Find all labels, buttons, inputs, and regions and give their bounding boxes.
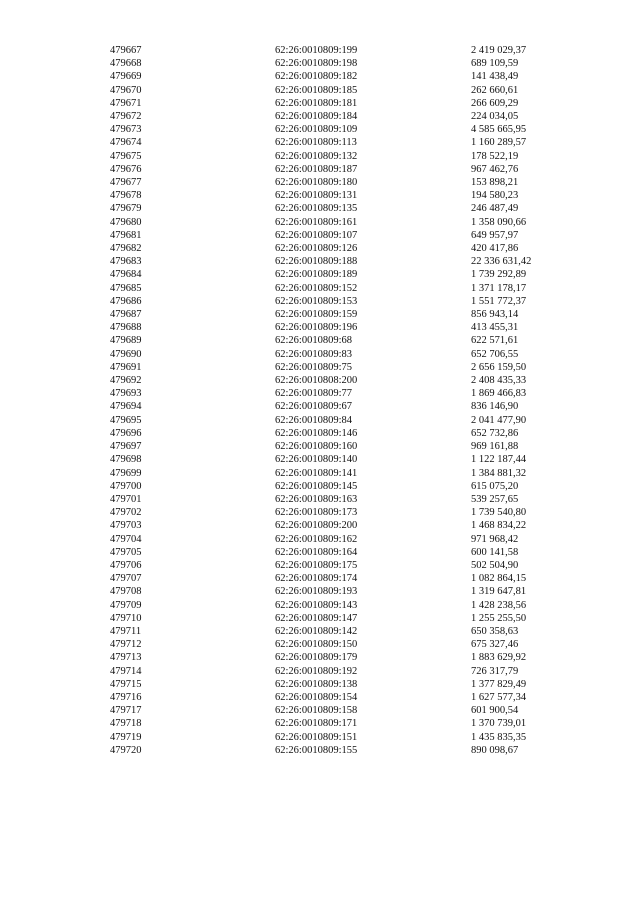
table-row [110,625,591,638]
row-number-cell: 479720 [110,744,142,756]
cadastral-value-cell: 413 455,31 [471,322,519,334]
row-number-cell: 479684 [110,269,142,281]
cadastral-number-cell: 62:26:0010809:151 [275,731,358,743]
table-row [110,110,591,123]
table-row [110,202,591,215]
cadastral-number-cell: 62:26:0010809:161 [275,216,358,228]
cadastral-number-cell: 62:26:0010808:200 [275,375,358,387]
row-number-cell: 479692 [110,375,142,387]
cadastral-number-cell: 62:26:0010809:196 [275,322,358,334]
table-row [110,691,591,704]
cadastral-number-cell: 62:26:0010809:141 [275,467,358,479]
table-row [110,440,591,453]
table-row [110,546,591,559]
cadastral-value-cell: 1 377 829,49 [471,678,527,690]
row-number-cell: 479672 [110,111,142,123]
table-row [110,295,591,308]
row-number-cell: 479705 [110,546,142,558]
cadastral-value-cell: 1 435 835,35 [471,731,527,743]
cadastral-number-cell: 62:26:0010809:171 [275,718,358,730]
cadastral-value-cell: 502 504,90 [471,559,519,571]
table-row [110,321,591,334]
cadastral-number-cell: 62:26:0010809:159 [275,309,358,321]
table-row [110,361,591,374]
cadastral-number-cell: 62:26:0010809:153 [275,295,358,307]
cadastral-value-cell: 622 571,61 [471,335,519,347]
cadastral-value-cell: 601 900,54 [471,705,519,717]
cadastral-value-cell: 1 370 739,01 [471,718,527,730]
cadastral-number-cell: 62:26:0010809:126 [275,243,358,255]
table-row [110,374,591,387]
cadastral-number-cell: 62:26:0010809:113 [275,137,357,149]
table-row [110,57,591,70]
table-row [110,559,591,572]
cadastral-value-cell: 2 408 435,33 [471,375,527,387]
row-number-cell: 479682 [110,243,142,255]
table-row [110,44,591,57]
cadastral-value-cell: 689 109,59 [471,58,519,70]
cadastral-number-cell: 62:26:0010809:155 [275,744,358,756]
cadastral-number-cell: 62:26:0010809:200 [275,520,358,532]
cadastral-value-cell: 1 627 577,34 [471,691,527,703]
row-number-cell: 479699 [110,467,142,479]
cadastral-value-cell: 649 957,97 [471,229,519,241]
cadastral-number-cell: 62:26:0010809:182 [275,71,358,83]
table-row [110,493,591,506]
cadastral-value-cell: 969 161,88 [471,441,519,453]
cadastral-number-cell: 62:26:0010809:154 [275,691,358,703]
cadastral-value-cell: 1 371 178,17 [471,282,527,294]
cadastral-value-cell: 246 487,49 [471,203,519,215]
row-number-cell: 479715 [110,678,142,690]
cadastral-number-cell: 62:26:0010809:143 [275,599,358,611]
cadastral-number-cell: 62:26:0010809:185 [275,84,358,96]
cadastral-value-cell: 1 319 647,81 [471,586,527,598]
row-number-cell: 479713 [110,652,142,664]
cadastral-number-cell: 62:26:0010809:188 [275,256,358,268]
row-number-cell: 479670 [110,84,142,96]
cadastral-value-cell: 1 082 864,15 [471,573,527,585]
row-number-cell: 479709 [110,599,142,611]
cadastral-number-cell: 62:26:0010809:107 [275,229,358,241]
table-row [110,308,591,321]
table-body [110,44,591,757]
table-row [110,84,591,97]
table-row [110,638,591,651]
cadastral-number-cell: 62:26:0010809:77 [275,388,353,400]
table-row [110,70,591,83]
table-row [110,189,591,202]
row-number-cell: 479710 [110,612,142,624]
row-number-cell: 479685 [110,282,142,294]
cadastral-number-cell: 62:26:0010809:199 [275,45,358,56]
row-number-cell: 479708 [110,586,142,598]
row-number-cell: 479690 [110,348,142,360]
row-number-cell: 479681 [110,229,142,241]
table-row [110,519,591,532]
table-row [110,467,591,480]
row-number-cell: 479676 [110,163,142,175]
cadastral-value-cell: 600 141,58 [471,546,519,558]
cadastral-number-cell: 62:26:0010809:163 [275,493,358,505]
cadastral-value-cell: 1 739 292,89 [471,269,527,281]
cadastral-number-cell: 62:26:0010809:175 [275,559,358,571]
row-number-cell: 479700 [110,480,142,492]
row-number-cell: 479687 [110,309,142,321]
cadastral-number-cell: 62:26:0010809:132 [275,150,358,162]
table-row [110,150,591,163]
cadastral-value-cell: 1 739 540,80 [471,507,527,519]
cadastral-number-cell: 62:26:0010809:162 [275,533,358,545]
table-row [110,585,591,598]
row-number-cell: 479701 [110,493,142,505]
cadastral-value-cell: 2 041 477,90 [471,414,527,426]
row-number-cell: 479704 [110,533,142,545]
cadastral-number-cell: 62:26:0010809:193 [275,586,358,598]
table-row [110,334,591,347]
cadastral-number-cell: 62:26:0010809:174 [275,573,358,585]
cadastral-number-cell: 62:26:0010809:152 [275,282,358,294]
table-row [110,123,591,136]
row-number-cell: 479673 [110,124,142,136]
table-row [110,242,591,255]
cadastral-value-cell: 1 122 187,44 [471,454,527,466]
row-number-cell: 479683 [110,256,142,268]
row-number-cell: 479691 [110,361,142,373]
cadastral-value-cell: 1 160 289,57 [471,137,527,149]
table-row [110,176,591,189]
cadastral-value-cell: 2 419 029,37 [471,45,527,56]
table-row [110,400,591,413]
row-number-cell: 479706 [110,559,142,571]
cadastral-number-cell: 62:26:0010809:84 [275,414,353,426]
cadastral-number-cell: 62:26:0010809:109 [275,124,358,136]
cadastral-value-cell: 153 898,21 [471,177,519,189]
cadastral-value-cell: 1 428 238,56 [471,599,527,611]
cadastral-number-cell: 62:26:0010809:75 [275,361,353,373]
row-number-cell: 479696 [110,427,142,439]
cadastral-number-cell: 62:26:0010809:142 [275,625,358,637]
cadastral-value-cell: 1 384 881,32 [471,467,527,479]
row-number-cell: 479693 [110,388,142,400]
table-row [110,744,591,757]
cadastral-number-cell: 62:26:0010809:68 [275,335,353,347]
cadastral-value-cell: 650 358,63 [471,625,519,637]
cadastral-number-cell: 62:26:0010809:179 [275,652,358,664]
table-row [110,506,591,519]
cadastral-value-cell: 539 257,65 [471,493,519,505]
cadastral-value-cell: 141 438,49 [471,71,519,83]
row-number-cell: 479675 [110,150,142,162]
cadastral-value-cell: 652 706,55 [471,348,519,360]
row-number-cell: 479698 [110,454,142,466]
table-row [110,255,591,268]
table-row [110,268,591,281]
cadastral-number-cell: 62:26:0010809:138 [275,678,358,690]
row-number-cell: 479712 [110,639,142,651]
row-number-cell: 479688 [110,322,142,334]
cadastral-number-cell: 62:26:0010809:192 [275,665,358,677]
cadastral-value-cell: 615 075,20 [471,480,519,492]
cadastral-number-cell: 62:26:0010809:184 [275,111,358,123]
table-row [110,665,591,678]
cadastral-number-cell: 62:26:0010809:140 [275,454,358,466]
cadastral-value-cell: 652 732,86 [471,427,519,439]
cadastral-number-cell: 62:26:0010809:131 [275,190,358,202]
table-row [110,480,591,493]
row-number-cell: 479716 [110,691,142,703]
table-row [110,572,591,585]
cadastral-number-cell: 62:26:0010809:158 [275,705,358,717]
cadastral-number-cell: 62:26:0010809:150 [275,639,358,651]
table-row [110,427,591,440]
cadastral-value-cell: 420 417,86 [471,243,519,255]
row-number-cell: 479719 [110,731,142,743]
cadastral-number-cell: 62:26:0010809:145 [275,480,358,492]
table-row [110,678,591,691]
cadastral-value-cell: 1 468 834,22 [471,520,527,532]
cadastral-value-cell: 971 968,42 [471,533,519,545]
cadastral-value-cell: 1 255 255,50 [471,612,527,624]
cadastral-value-cell: 22 336 631,42 [471,256,532,268]
row-number-cell: 479697 [110,441,142,453]
row-number-cell: 479680 [110,216,142,228]
row-number-cell: 479668 [110,58,142,70]
row-number-cell: 479677 [110,177,142,189]
row-number-cell: 479679 [110,203,142,215]
row-number-cell: 479686 [110,295,142,307]
row-number-cell: 479702 [110,507,142,519]
cadastral-value-cell: 1 551 772,37 [471,295,527,307]
table-row [110,229,591,242]
table-row [110,717,591,730]
cadastral-number-cell: 62:26:0010809:180 [275,177,358,189]
cadastral-value-cell: 856 943,14 [471,309,519,321]
cadastral-number-cell: 62:26:0010809:135 [275,203,358,215]
cadastral-value-cell: 675 327,46 [471,639,519,651]
table-row [110,533,591,546]
table-row [110,282,591,295]
cadastral-number-cell: 62:26:0010809:67 [275,401,353,413]
table-row [110,704,591,717]
row-number-cell: 479689 [110,335,142,347]
cadastral-number-cell: 62:26:0010809:173 [275,507,358,519]
table-row [110,387,591,400]
cadastral-value-cell: 178 522,19 [471,150,519,162]
cadastral-value-cell: 194 580,23 [471,190,519,202]
row-number-cell: 479674 [110,137,142,149]
table-row [110,216,591,229]
table-row [110,651,591,664]
cadastral-value-cell: 4 585 665,95 [471,124,527,136]
row-number-cell: 479711 [110,625,142,637]
row-number-cell: 479667 [110,45,142,56]
table-row [110,348,591,361]
table-row [110,136,591,149]
cadastral-value-cell: 266 609,29 [471,97,519,109]
cadastral-number-cell: 62:26:0010809:83 [275,348,353,360]
row-number-cell: 479669 [110,71,142,83]
cadastral-value-table [110,44,591,757]
table-row [110,612,591,625]
cadastral-number-cell: 62:26:0010809:198 [275,58,358,70]
cadastral-value-cell: 967 462,76 [471,163,519,175]
cadastral-number-cell: 62:26:0010809:147 [275,612,358,624]
cadastral-value-cell: 1 883 629,92 [471,652,527,664]
cadastral-number-cell: 62:26:0010809:187 [275,163,358,175]
cadastral-value-cell: 2 656 159,50 [471,361,527,373]
table-row [110,97,591,110]
row-number-cell: 479703 [110,520,142,532]
cadastral-number-cell: 62:26:0010809:181 [275,97,358,109]
cadastral-value-cell: 890 098,67 [471,744,519,756]
cadastral-value-cell: 1 869 466,83 [471,388,527,400]
table-row [110,163,591,176]
row-number-cell: 479718 [110,718,142,730]
cadastral-value-cell: 726 317,79 [471,665,519,677]
cadastral-value-cell: 836 146,90 [471,401,519,413]
cadastral-value-cell: 1 358 090,66 [471,216,527,228]
table-row [110,731,591,744]
row-number-cell: 479695 [110,414,142,426]
cadastral-number-cell: 62:26:0010809:164 [275,546,358,558]
cadastral-value-cell: 262 660,61 [471,84,519,96]
row-number-cell: 479671 [110,97,142,109]
table-row [110,453,591,466]
row-number-cell: 479694 [110,401,142,413]
cadastral-value-cell: 224 034,05 [471,111,519,123]
cadastral-number-cell: 62:26:0010809:160 [275,441,358,453]
row-number-cell: 479678 [110,190,142,202]
cadastral-number-cell: 62:26:0010809:146 [275,427,358,439]
table-row [110,599,591,612]
row-number-cell: 479714 [110,665,142,677]
row-number-cell: 479707 [110,573,142,585]
row-number-cell: 479717 [110,705,142,717]
table-row [110,414,591,427]
cadastral-number-cell: 62:26:0010809:189 [275,269,358,281]
